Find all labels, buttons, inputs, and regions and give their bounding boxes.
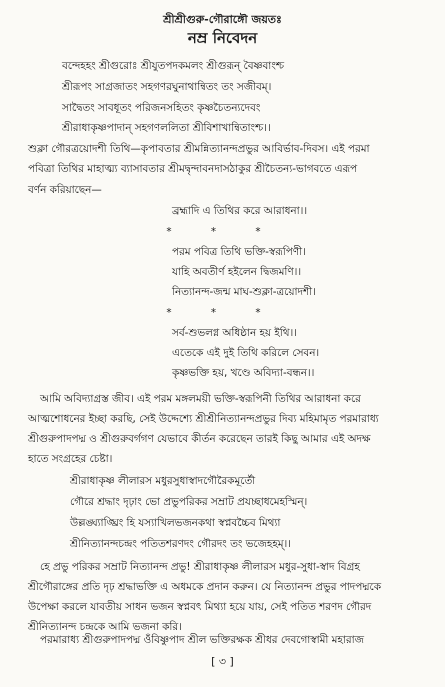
verse-line: সাদ্বৈতং সাবধূতং পরিজনসহিতং কৃষ্ণচৈতন্যদেবং — [62, 102, 261, 114]
verse-line: বন্দেহহং শ্রীগুরোঃ শ্রীযুতপদকমলং শ্রীগুরূন্ বৈষ্ণবাংশ্চ — [62, 60, 285, 72]
verse-line: গৌরে শ্রদ্ধাং দৃঢ়াং ভো প্রভুপরিকর সম্রাট প্রযচ্ছাধমেহস্মিন্। — [70, 496, 308, 508]
poem-line: কৃষ্ণভক্তি হয়, খণ্ডে অবিদ্যা-বন্ধন।। — [172, 367, 315, 379]
poem-line: পরম পবিত্র তিথি ভক্তি-স্বরূপিণী। — [172, 246, 306, 258]
poem-line: এতেকে এই দুই তিথি করিলে সেবন। — [172, 347, 320, 359]
verse-line: শ্রীনিত্যানন্দচন্দ্রং পতিতশরণদং গৌরদং তং ভজেহহম্।। — [70, 538, 291, 550]
paragraph-line: পবিত্রা তিথির মাহাত্ম্য ব্যাসাবতার শ্রীমদ্বৃন্দাবনদাসঠাকুর শ্রীচৈতন্য-ভাগবতে এরূপ — [28, 163, 358, 175]
poem-separator: * * * — [166, 226, 279, 238]
poem-line: ব্রহ্মাদি এ তিথির করে আরাধনা।। — [172, 205, 308, 217]
poem-line: যাহি অবতীর্ণ হইলেন দ্বিজমণি।। — [172, 266, 302, 278]
paragraph-line: হাতে সংগ্রহের চেষ্টা। — [28, 453, 113, 465]
paragraph-line: আমি অবিদ্যাগ্রস্ত জীব। এই পরম মঙ্গলময়ী ভক্তি-স্বরূপিনী তিথির আরাধনা করে — [40, 393, 361, 405]
paragraph-line: হে প্রভু পরিকর সম্রাট নিত্যানন্দ প্রভু! শ্রীরাধাকৃষ্ণ লীলারস মধুর-সুধা-স্বাদ বিগ্রহ — [40, 561, 360, 573]
paragraph-line: শ্রীনিত্যানন্দ চন্দ্রকে আমি ভজনা করি। — [28, 621, 182, 633]
verse-line: উল্লঙ্ঘ্যাঙ্ঘ্রিং হি যস্যাখিলভজনকথা স্বপ্নবচ্চৈব মিথ্যা — [70, 517, 281, 529]
paragraph-line: শ্রীগুরুপাদপদ্ম ও শ্রীগুরুবর্গগণ যেভাবে কীর্তন করেছেন তারই কিছু আমার এই অদক্ষ — [28, 433, 371, 445]
verse-line: শ্রীরূপং সাগ্রজাতং সহগণরঘুনাথান্বিতং তং সজীবম্। — [62, 81, 272, 93]
page-number: [ ৩ ] — [211, 655, 234, 668]
closing-paragraph: পরমারাধ্য শ্রীগুরুপাদপদ্ম ওঁবিষ্ণুপাদ শ্রীল ভক্তিরক্ষক শ্রীধর দেবগোস্বামী মহারাজ — [40, 634, 364, 646]
invocation-heading: শ্রীশ্রীগুরু-গৌরাঙ্গৌ জয়তঃ — [163, 13, 282, 26]
poem-line: সর্ব-শুভলগ্ন অধিষ্ঠান হয় ইথি।। — [172, 327, 297, 339]
paragraph-line: বর্ণন করিয়াছেন— — [28, 184, 102, 196]
verse-line: শ্রীরাধাকৃষ্ণ লীলারস মধুরসুধাস্বাদগৌরৈকমূর্তৌ — [70, 475, 256, 487]
paragraph-line: শ্রীগৌরাঙ্গের প্রতি দৃঢ় শ্রদ্ধাভক্তি এ অধমকে প্রদান করুন। যে নিত্যানন্দ প্রভুর পাদপদ্মকে — [28, 581, 381, 593]
paragraph-line: আত্মশোধনের ইচ্ছা করছি, সেই উদ্দেশ্যে শ্রীশ্রীনিত্যানন্দপ্রভুর দিব্য মহিমামৃত পরমারাধ্য — [28, 413, 379, 425]
verse-line: শ্রীরাধাকৃষ্ণপাদান্ সহগণললিতা শ্রীবিশাখান্বিতাংশ্চ।। — [62, 122, 271, 134]
paragraph-line: শুক্লা গৌরত্রয়োদশী তিথি—কৃপাবতার শ্রীমন্নিত্যানন্দপ্রভুর আবির্ভাব-দিবস। এই পরমা — [28, 143, 370, 155]
page-title: নম্র নিবেদন — [187, 29, 258, 47]
poem-separator: * * * — [166, 307, 279, 319]
poem-line: নিত্যানন্দ-জন্ম মাঘ-শুক্লা-ত্রয়োদশী। — [172, 286, 316, 298]
paragraph-line: উপেক্ষা করলে যাবতীয় সাধন ভজন স্বপ্নবৎ মিথ্যা হয়ে যায়, সেই পতিত শরণদ গৌরদ — [28, 601, 372, 613]
